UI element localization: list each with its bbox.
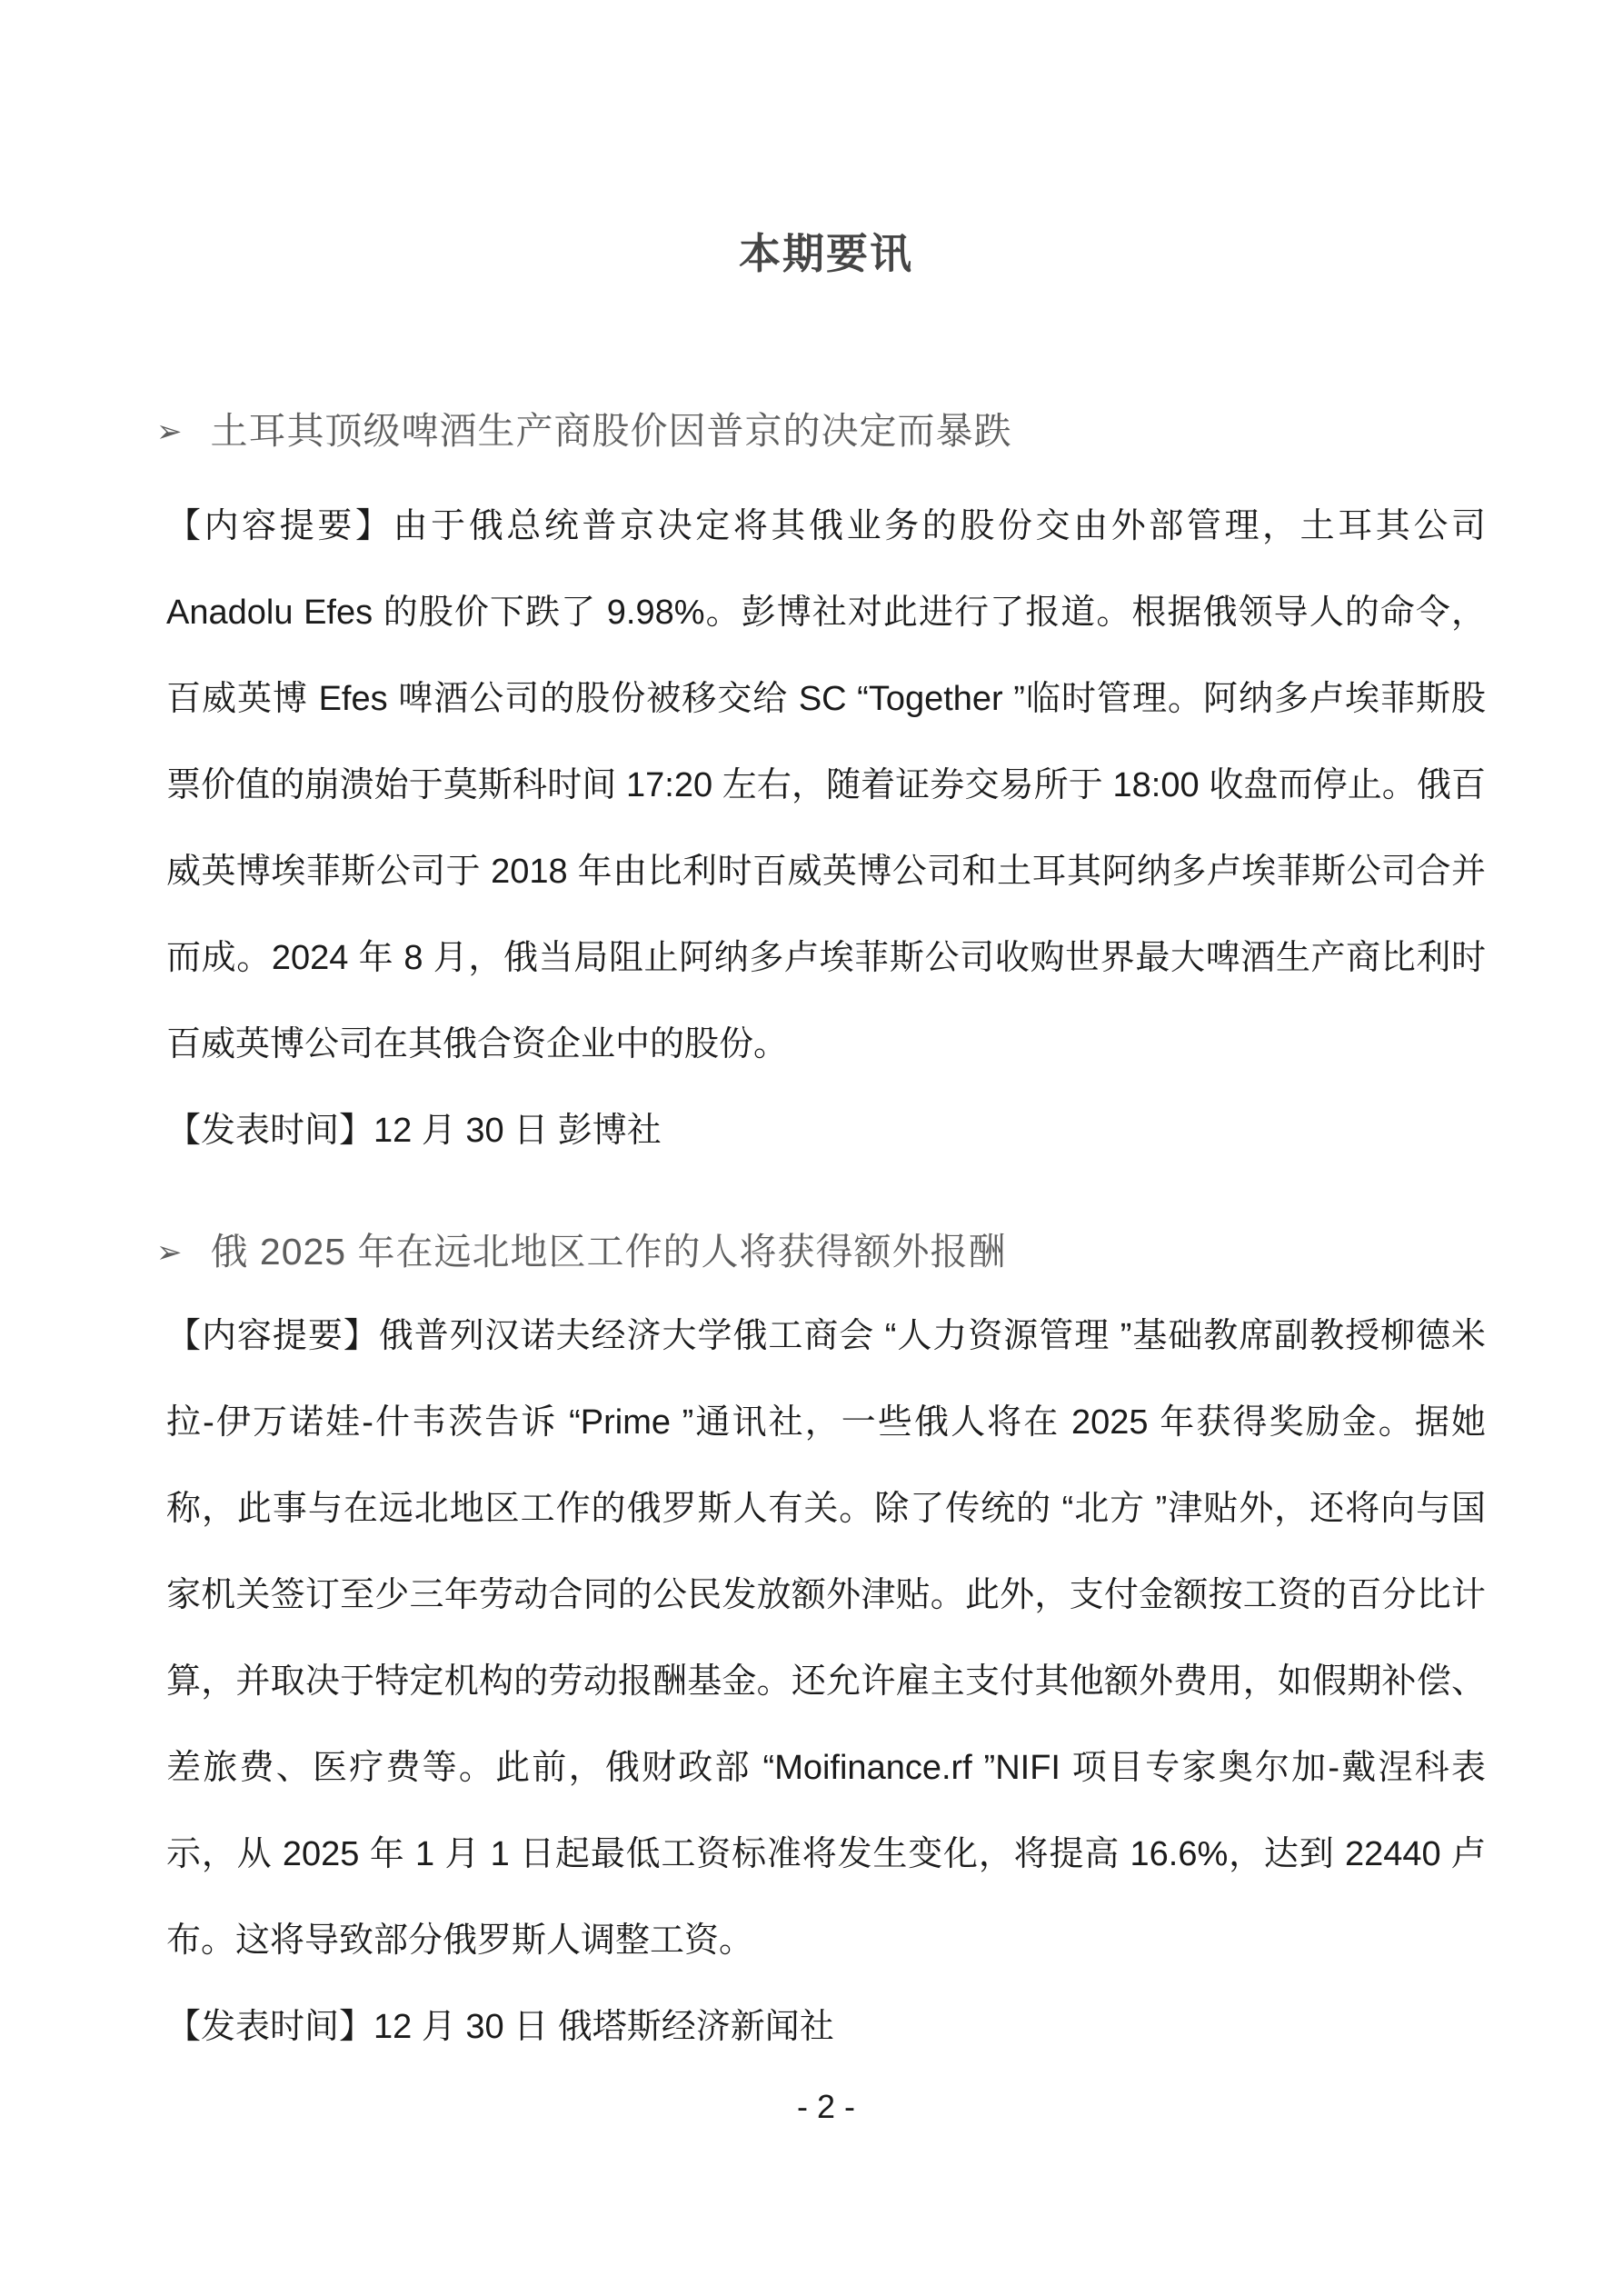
document-content <box>156 0 1486 2071</box>
arrow-bullet-icon: ➢ <box>156 414 184 449</box>
section-1-published-line: 【发表时间】12 月 30 日 彭博社 <box>166 1112 662 1150</box>
section-2-published-line: 【发表时间】12 月 30 日 俄塔斯经济新闻社 <box>166 2008 834 2046</box>
section-2-heading <box>156 1224 1486 1282</box>
news-section-2 <box>156 1224 1486 2071</box>
section-1-summary: 【内容提要】由于俄总统普京决定将其俄业务的股份交由外部管理，土耳其公司 Anadolu Efes 的股价下跌了 9.98%。彭博社对此进行了报道。根据俄领导人的命令，百威英博 Efes 啤酒公司的股份被移交给 SC “Together ”临时管理。阿纳多卢埃菲斯股票价值的崩溃始于莫斯科时间 17:20 左右，随着证券交易所于 18:00 收盘而停止。俄百威英博埃菲斯公司于 2018 年由比利时百威英博公司和土耳其阿纳多卢埃菲斯公司合并而成。2024 年 8 月，俄当局阻止阿纳多卢埃菲斯公司收购世界最大啤酒生产商比利时百威英博公司在其俄合资企业中的股份。 <box>166 507 1486 1063</box>
section-1-heading <box>156 404 1486 461</box>
news-section-1 <box>156 404 1486 1174</box>
section-2-summary: 【内容提要】俄普列汉诺夫经济大学俄工商会 “人力资源管理 ”基础教席副教授柳德米拉-伊万诺娃-什韦茨告诉 “Prime ”通讯社，一些俄人将在 2025 年获得奖励金。据她称，此事与在远北地区工作的俄罗斯人有关。除了传统的 “北方 ”津贴外，还将向与国家机关签订至少三年劳动合同的公民发放额外津贴。此外，支付金额按工资的百分比计算，并取决于特定机构的劳动报酬基金。还允许雇主支付其他额外费用，如假期补偿、差旅费、医疗费等。此前，俄财政部 “Moifinance.rf ”NIFI 项目专家奥尔加-戴涅科表示，从 2025 年 1 月 1 日起最低工资标准将发生变化，将提高 16.6%，达到 22440 卢布。这将导致部分俄罗斯人调整工资。 <box>166 1317 1486 1960</box>
page-number: - 2 - <box>796 2088 855 2125</box>
section-2-heading-text: 俄 2025 年在远北地区工作的人将获得额外报酬 <box>210 1231 1007 1273</box>
page-title: 本期要讯 <box>739 230 913 277</box>
section-1-heading-text: 土耳其顶级啤酒生产商股价因普京的决定而暴跌 <box>210 410 1012 452</box>
arrow-bullet-icon: ➢ <box>156 1235 184 1270</box>
